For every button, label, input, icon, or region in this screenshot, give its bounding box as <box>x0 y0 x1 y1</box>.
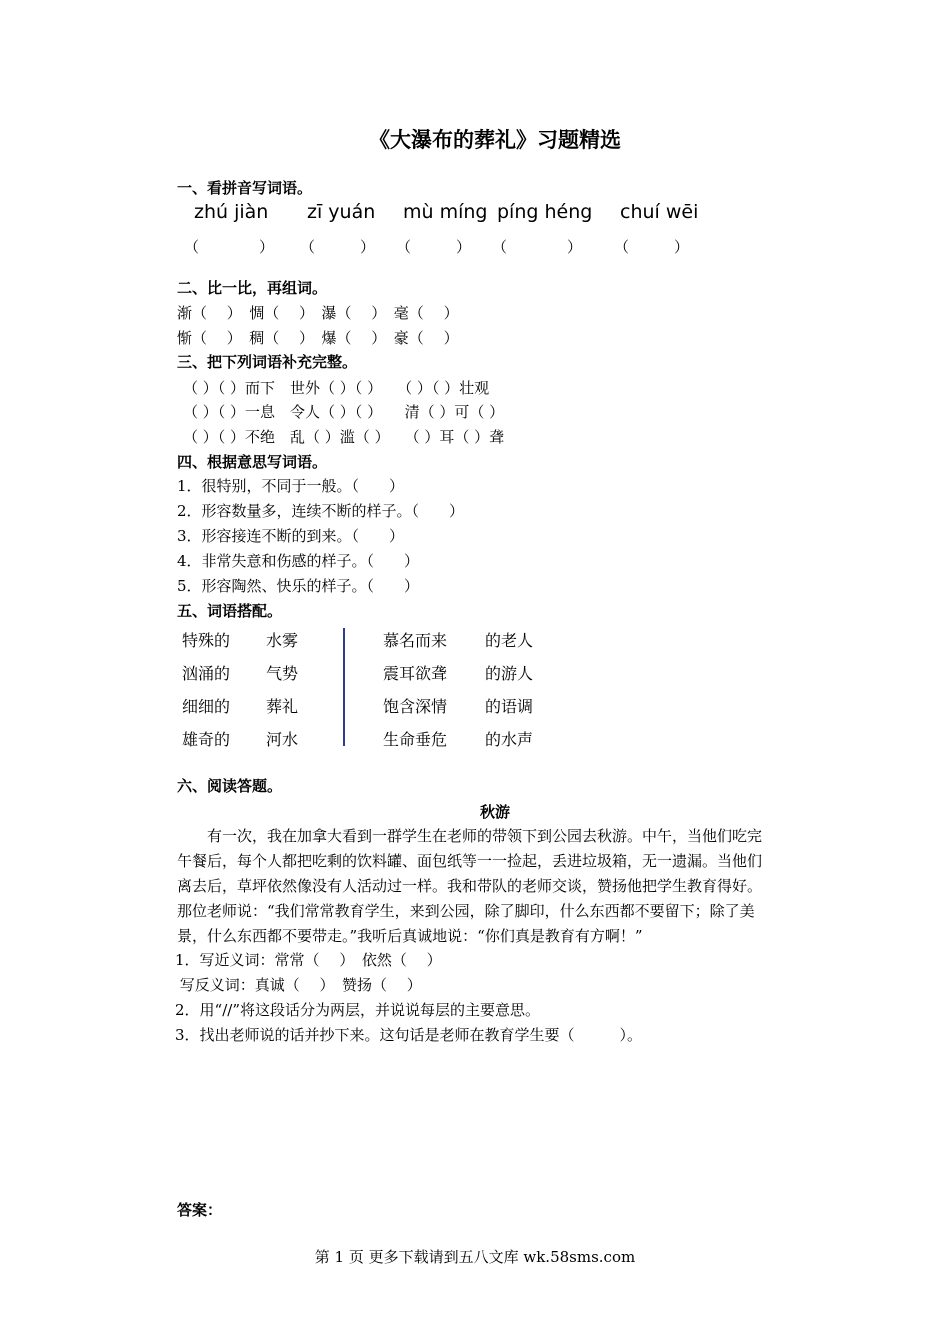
answer-blank[interactable]: （ ） <box>396 238 472 256</box>
match-word[interactable]: 河水 <box>266 730 299 749</box>
paragraph-line: 有一次，我在加拿大看到一群学生在老师的带领下到公园去秋游。中午，当他们吃完 <box>177 827 763 845</box>
meaning-item: 4．非常失意和伤感的样子。（ ） <box>177 552 420 570</box>
answer-blank[interactable]: （ ） <box>492 238 583 256</box>
match-word[interactable]: 特殊的 <box>182 631 231 650</box>
section4-heading: 四、根据意思写词语。 <box>177 453 328 471</box>
section5-heading: 五、词语搭配。 <box>177 602 283 620</box>
complete-row: （ ）（ ）不绝 乱（ ）滥（ ） （ ）耳（ ）聋 <box>183 428 505 446</box>
answer-blank[interactable]: （ ） <box>614 238 690 256</box>
match-word[interactable]: 细细的 <box>182 697 231 716</box>
question-line: 写反义词：真诚（ ） 赞扬（ ） <box>145 976 422 994</box>
meaning-item: 5．形容陶然、快乐的样子。（ ） <box>177 577 420 595</box>
paragraph-line: 离去后，草坪依然像没有人活动过一样。我和带队的老师交谈，赞扬他把学生教育得好。 <box>177 877 763 895</box>
page-footer: 第 1 页 更多下载请到五八文库 wk.58sms.com <box>314 1248 636 1266</box>
paragraph-line: 那位老师说：“我们常常教育学生，来到公园，除了脚印，什么东西都不要留下；除了美 <box>177 902 755 920</box>
match-word[interactable]: 的游人 <box>485 664 534 683</box>
match-word[interactable]: 的语调 <box>485 697 534 716</box>
pinyin-item: zī yuán <box>307 201 376 223</box>
page-title: 《大瀑布的葬礼》习题精选 <box>369 128 621 152</box>
section6-heading: 六、阅读答题。 <box>177 777 283 795</box>
pinyin-item: píng héng <box>497 201 593 223</box>
compare-row: 渐（ ） 惆（ ） 瀑（ ） 毫（ ） <box>177 304 459 322</box>
section2-heading: 二、比一比，再组词。 <box>177 279 328 297</box>
match-word[interactable]: 雄奇的 <box>182 730 231 749</box>
answer-blank[interactable]: （ ） <box>300 238 376 256</box>
compare-row: 惭（ ） 稠（ ） 爆（ ） 豪（ ） <box>177 329 459 347</box>
match-word[interactable]: 饱含深情 <box>383 697 448 716</box>
complete-row: （ ）（ ）而下 世外（ ）（ ） （ ）（ ）壮观 <box>183 379 490 397</box>
meaning-item: 1．很特别，不同于一般。（ ） <box>177 477 405 495</box>
complete-row: （ ）（ ）一息 令人（ ）（ ） 清（ ）可（ ） <box>183 403 505 421</box>
question-line: 3．找出老师说的话并抄下来。这句话是老师在教育学生要（ ）。 <box>145 1026 643 1044</box>
match-divider <box>343 628 345 746</box>
match-word[interactable]: 慕名而来 <box>383 631 448 650</box>
match-word[interactable]: 的水声 <box>485 730 534 749</box>
answer-blank[interactable]: （ ） <box>184 238 275 256</box>
match-word[interactable]: 气势 <box>266 664 299 683</box>
match-word[interactable]: 汹涌的 <box>182 664 231 683</box>
pinyin-item: chuí wēi <box>620 201 699 223</box>
pinyin-item: mù míng <box>403 201 488 223</box>
question-line: 1．写近义词：常常（ ） 依然（ ） <box>145 951 442 969</box>
match-word[interactable]: 葬礼 <box>266 697 299 716</box>
answer-label: 答案： <box>177 1201 223 1219</box>
question-line: 2．用“//”将这段话分为两层，并说说每层的主要意思。 <box>145 1001 540 1019</box>
paragraph-line: 午餐后，每个人都把吃剩的饮料罐、面包纸等一一捡起，丢进垃圾箱，无一遗漏。当他们 <box>177 852 763 870</box>
match-word[interactable]: 生命垂危 <box>383 730 448 749</box>
pinyin-item: zhú jiàn <box>194 201 269 223</box>
section1-heading: 一、看拼音写词语。 <box>177 179 313 197</box>
meaning-item: 3．形容接连不断的到来。（ ） <box>177 527 405 545</box>
paragraph-line: 景，什么东西都不要带走。”我听后真诚地说：“你们真是教育有方啊！” <box>177 927 643 945</box>
section3-heading: 三、把下列词语补充完整。 <box>177 353 358 371</box>
story-title: 秋游 <box>479 803 510 821</box>
match-word[interactable]: 水雾 <box>266 631 299 650</box>
meaning-item: 2．形容数量多，连续不断的样子。（ ） <box>177 502 465 520</box>
match-word[interactable]: 的老人 <box>485 631 534 650</box>
match-word[interactable]: 震耳欲聋 <box>383 664 448 683</box>
